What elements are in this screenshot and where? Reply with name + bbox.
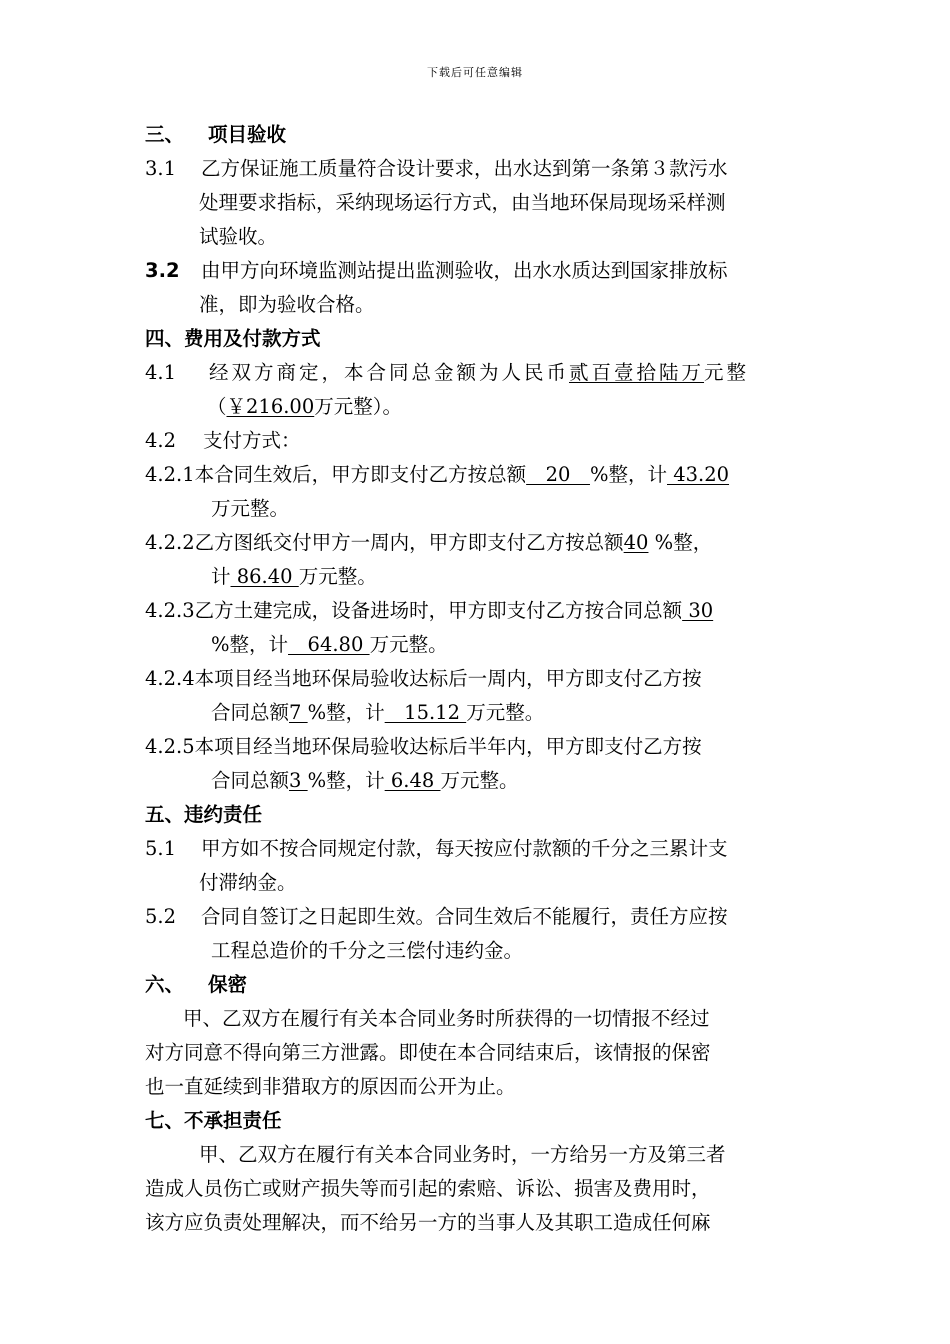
clause-4-2-4-text-1: 本项目经当地环保局验收达标后一周内，甲方即支付乙方按: [194, 667, 702, 690]
clause-4-2-2-line-1: [145, 526, 815, 560]
clause-4-2-2-text-4: 万元整。: [298, 565, 377, 588]
section-7-heading: 七、不承担责任: [145, 1109, 282, 1132]
clause-4-2-3-text-3: 万元整。: [369, 633, 448, 656]
clause-3-1-line-3: 试验收。: [199, 225, 278, 248]
section-3-title: 项目验收: [208, 123, 287, 146]
clause-4-2-1-line-2: 万元整。: [211, 497, 290, 520]
section-3-number: 三、: [145, 123, 185, 146]
clause-4-2-3-line-2: [145, 628, 815, 662]
clause-5-1-text-1: 甲方如不按合同规定付款，每天按应付款额的千分之三累计支: [201, 837, 728, 860]
clause-5-2-text-1: 合同自签订之日起即生效。合同生效后不能履行，责任方应按: [201, 905, 728, 928]
clause-5-2-line-2: 工程总造价的千分之三偿付违约金。: [211, 939, 524, 962]
page-header: 下载后可任意编辑: [427, 66, 523, 79]
section-4-heading: 四、费用及付款方式: [145, 327, 321, 350]
clause-4-2-4-line-1: [145, 662, 815, 696]
clause-4-2-4-text-3: %整，计: [307, 701, 385, 724]
clause-4-2-2-text-2: %整，: [648, 531, 713, 554]
clause-4-2-4-percent: 7: [289, 701, 308, 724]
clause-4-2-5-text-4: 万元整。: [440, 769, 519, 792]
clause-4-2-1-number: 4.2.1: [145, 463, 195, 486]
clause-4-2-5-text-2: 合同总额: [211, 769, 290, 792]
clause-5-1-number: 5.1: [145, 837, 177, 860]
contract-body: [145, 118, 815, 1240]
section-5-heading: 五、违约责任: [145, 803, 263, 826]
clause-4-2-1-percent: 20: [526, 463, 590, 486]
clause-4-1-number: 4.1: [145, 361, 177, 384]
clause-4-2-1-text-2: %整，计: [589, 463, 667, 486]
section-6-line-2: 对方同意不得向第三方泄露。即使在本合同结束后，该情报的保密: [145, 1041, 711, 1064]
clause-3-2-line-2: 准，即为验收合格。: [199, 293, 375, 316]
clause-4-2-3-text-2: %整，计: [211, 633, 289, 656]
clause-3-2-number: 3.2: [145, 259, 180, 282]
clause-4-2-number: 4.2: [145, 429, 177, 452]
section-6-number: 六、: [145, 973, 185, 996]
clause-4-2-3-percent: 30: [682, 599, 714, 622]
clause-4-1-text-2: 元整: [704, 361, 750, 384]
clause-4-2-3-amount: 64.80: [288, 633, 370, 656]
clause-3-1-number: 3.1: [145, 157, 177, 180]
section-7-line-3: 该方应负责处理解决，而不给另一方的当事人及其职工造成任何麻: [145, 1211, 711, 1234]
section-6-line-3: 也一直延续到非猎取方的原因而公开为止。: [145, 1075, 516, 1098]
clause-4-2-text: 支付方式：: [203, 429, 301, 452]
clause-4-2-5-percent: 3: [289, 769, 308, 792]
clause-4-2-4-amount: 15.12: [384, 701, 467, 724]
clause-4-2-5-line-1: [145, 730, 815, 764]
clause-4-2-4-text-4: 万元整。: [466, 701, 545, 724]
clause-4-1-paren-close: 万元整）。: [314, 395, 403, 418]
contract-amount-figures: ￥216.00: [226, 395, 315, 418]
clause-4-2-2-amount: 86.40: [230, 565, 299, 588]
clause-4-2-3-number: 4.2.3: [145, 599, 195, 622]
clause-4-2-5-text-3: %整，计: [307, 769, 385, 792]
section-3-heading: [145, 118, 815, 152]
section-6-line-1: 甲、乙双方在履行有关本合同业务时所获得的一切情报不经过: [183, 1007, 710, 1030]
clause-4-2-5-line-2: [145, 764, 815, 798]
clause-4-2-4-number: 4.2.4: [145, 667, 195, 690]
clause-4-1-line-1: [145, 356, 815, 390]
clause-4-2-line: [145, 424, 815, 458]
clause-4-2-1-line-1: [145, 458, 815, 492]
clause-4-2-5-text-1: 本项目经当地环保局验收达标后半年内，甲方即支付乙方按: [194, 735, 702, 758]
clause-4-2-2-number: 4.2.2: [145, 531, 195, 554]
clause-4-2-4-line-2: [145, 696, 815, 730]
clause-4-2-1-amount: 43.20: [667, 463, 730, 486]
clause-4-2-5-number: 4.2.5: [145, 735, 195, 758]
clause-4-2-3-line-1: [145, 594, 815, 628]
clause-5-2-number: 5.2: [145, 905, 177, 928]
clause-4-1-text-1: 经双方商定，本合同总金额为人民币: [209, 361, 570, 384]
clause-4-2-3-text-1: 乙方土建完成，设备进场时，甲方即支付乙方按合同总额: [194, 599, 683, 622]
clause-4-1-line-2: [145, 390, 815, 424]
clause-4-2-5-amount: 6.48: [384, 769, 441, 792]
clause-5-2-line-1: [145, 900, 815, 934]
clause-5-1-line-1: [145, 832, 815, 866]
contract-amount-words: 贰百壹拾陆万: [569, 361, 705, 384]
clause-3-2-line-1: [145, 254, 815, 288]
clause-4-2-2-text-1: 乙方图纸交付甲方一周内，甲方即支付乙方按总额: [194, 531, 624, 554]
clause-3-1-line-2: 处理要求指标，采纳现场运行方式，由当地环保局现场采样测: [199, 191, 726, 214]
clause-4-2-1-text-1: 本合同生效后，甲方即支付乙方按总额: [194, 463, 527, 486]
clause-4-2-4-text-2: 合同总额: [211, 701, 290, 724]
section-6-heading: [145, 968, 815, 1002]
clause-3-1-text-1: 乙方保证施工质量符合设计要求，出水达到第一条第３款污水: [201, 157, 728, 180]
section-6-title: 保密: [208, 973, 248, 996]
section-7-line-2: 造成人员伤亡或财产损失等而引起的索赔、诉讼、损害及费用时，: [145, 1177, 711, 1200]
section-7-line-1: 甲、乙双方在履行有关本合同业务时，一方给另一方及第三者: [199, 1143, 726, 1166]
clause-3-2-text-1: 由甲方向环境监测站提出监测验收，出水水质达到国家排放标: [201, 259, 728, 282]
clause-4-1-paren-open: （: [207, 395, 227, 418]
clause-4-2-2-text-3: 计: [211, 565, 231, 588]
clause-5-1-line-2: 付滞纳金。: [199, 871, 297, 894]
clause-4-2-2-line-2: [145, 560, 815, 594]
clause-3-1-line-1: [145, 152, 815, 186]
clause-4-2-2-percent: 40: [623, 531, 649, 554]
